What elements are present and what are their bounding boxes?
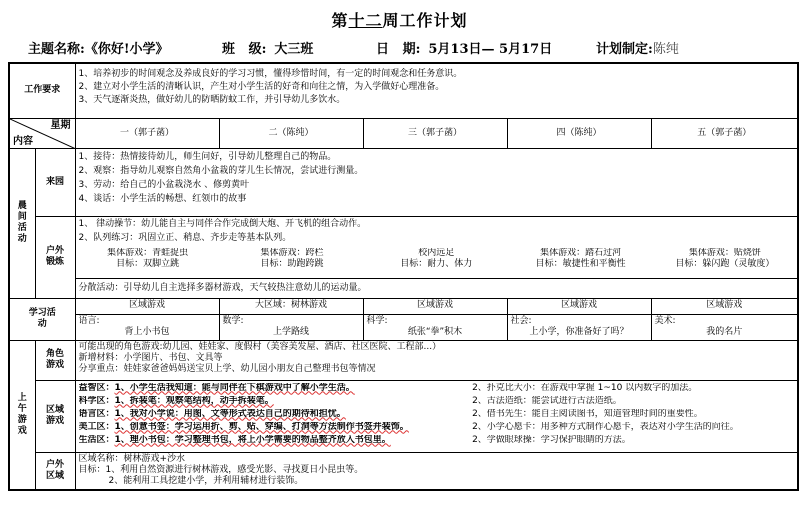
zone-label: 益智区：	[78, 382, 115, 393]
outdoor-game-tue	[220, 248, 364, 270]
class-field	[222, 38, 313, 57]
forenoon-game-label	[9, 340, 35, 490]
area-game-row	[9, 380, 798, 452]
planner-label: 计划制定:	[596, 42, 653, 57]
page-title	[0, 8, 799, 31]
requirement-line: 2、建立对小学生活的清晰认识，产生对小学生活的好奇和向往之情，为入学做好心理准备。	[78, 82, 445, 92]
subject-label: 数学:	[222, 315, 244, 326]
scattered-activity: 分散活动：引导幼儿自主选择多器材游戏，天气较热注意幼儿的运动量。	[75, 278, 798, 298]
zone-text: 1、小学生活我知道：能与同伴在下棋游戏中了解小学生活。	[114, 382, 355, 393]
game-goal: 目标：躲闪跑（灵敏度）	[675, 258, 775, 269]
date-label: 日 期:	[376, 42, 421, 57]
outdoor-exercise-text: 户外锻炼	[45, 246, 64, 267]
arrival-line: 4、谈话：小学生活的畅想、红领巾的故事	[78, 193, 247, 204]
outdoor-area-row	[9, 452, 798, 490]
outdoor-area-line: 区域名称：树林游戏+沙水	[78, 453, 186, 464]
zone-label: 科学区：	[78, 395, 115, 406]
outdoor-area-text: 户外区域	[45, 459, 64, 481]
role-game-label	[35, 340, 75, 380]
subject-label: 科学:	[366, 315, 388, 326]
requirement-line: 3、天气逐渐炎热，做好幼儿的防晒防蚊工作，并引导幼儿多饮水。	[78, 95, 346, 105]
area-game-table	[79, 383, 795, 448]
game-name: 集体游戏：跨栏	[260, 247, 324, 258]
requirements-label: 工作要求	[9, 63, 75, 118]
title-suffix: 周工作计划	[382, 11, 468, 30]
study-type-thu: 区域游戏	[507, 298, 651, 314]
arrival-content	[75, 148, 798, 216]
diagonal-header-cell	[9, 118, 75, 148]
study-subject-thu	[507, 314, 651, 340]
subject-label: 美术:	[654, 315, 676, 326]
role-game-row	[9, 340, 798, 380]
outdoor-area-label	[35, 452, 75, 490]
outdoor-game-wed	[364, 248, 508, 270]
study-subjects-row	[9, 314, 798, 340]
study-activity-text: 学习活动	[28, 308, 56, 329]
subject-label: 社会:	[510, 315, 532, 326]
area-left-item	[79, 383, 473, 396]
area-game-text: 区域游戏	[45, 405, 64, 426]
area-right-item: 2、扑克比大小：在游戏中掌握 1~10 以内数字的加法。	[472, 382, 698, 393]
study-subject-tue	[219, 314, 363, 340]
arrival-line: 2、观察：指导幼儿观察自然角小盆栽的芽儿生长情况，尝试进行测量。	[78, 165, 364, 176]
outdoor-exercise-content	[75, 216, 798, 278]
area-left-item	[79, 396, 473, 409]
morning-activity-label	[9, 148, 35, 298]
outdoor-area-line: 2、能利用工具挖建小学，并利用辅材进行装饰。	[108, 475, 304, 486]
role-line: 分享重点：娃娃家爸爸妈妈送宝贝上学、幼儿园小朋友自己整理书包等情况	[78, 363, 376, 374]
game-name: 校内远足	[418, 247, 455, 258]
day-header-wed: 三（郭子菡）	[363, 118, 507, 148]
theme-field	[28, 38, 169, 57]
day-header-tue: 二（陈纯）	[219, 118, 363, 148]
day-header-fri: 五（郭子菡）	[651, 118, 798, 148]
game-name: 集体游戏：贴烧饼	[688, 247, 761, 258]
title-week-number: 十二	[348, 11, 383, 30]
study-types-row	[9, 298, 798, 314]
subject-content: 上小学，你准备好了吗？	[529, 326, 629, 337]
role-game-text: 角色游戏	[45, 349, 64, 370]
game-name: 集体游戏：踏石过河	[540, 247, 622, 258]
corner-content-label: 内容	[13, 135, 33, 147]
date-field	[376, 38, 552, 57]
study-type-tue: 大区域：树林游戏	[219, 298, 363, 314]
date-value: 5月13日— 5月17日	[428, 42, 553, 57]
planner-field	[596, 38, 679, 57]
requirements-content	[75, 63, 798, 118]
zone-text: 1、我对小学说：用图、文等形式表达自己的期待和担忧。	[114, 408, 346, 419]
area-left-item	[79, 409, 473, 422]
subject-content: 背上小书包	[124, 326, 170, 337]
class-label: 班 级:	[222, 42, 267, 57]
class-value: 大三班	[274, 42, 314, 57]
morning-activity-text: 晨间活动	[17, 201, 27, 244]
role-game-content	[75, 340, 798, 380]
area-right-item: 2、学做眼球操：学习保护眼睛的方法。	[472, 434, 631, 445]
arrival-line: 3、劳动：给自己的小盆栽浇水 、修剪黄叶	[78, 179, 250, 190]
outdoor-exercise-row	[9, 216, 798, 278]
game-goal: 目标：助跑跨跳	[260, 258, 324, 269]
outdoor-games-table	[76, 248, 798, 270]
study-subject-mon	[75, 314, 219, 340]
outdoor-line: 1、 律动操节：幼儿能自主与同伴合作完成倒大炮、开飞机的组合动作。	[78, 218, 367, 229]
study-type-fri: 区域游戏	[651, 298, 798, 314]
zone-text: 1、拆装笔：观察笔结构，动手拆装笔。	[114, 395, 274, 406]
theme-value: 《你好!小学》	[84, 42, 169, 57]
title-prefix: 第	[331, 11, 349, 30]
outdoor-area-line: 目标：1、利用自然资源进行树林游戏，感受光影、寻找夏日小昆虫等。	[78, 464, 364, 475]
scattered-activity-row	[9, 278, 798, 298]
forenoon-game-text: 上午游戏	[17, 392, 27, 436]
requirements-row	[9, 63, 798, 118]
area-left-item	[79, 435, 473, 448]
planner-value: 陈纯	[652, 42, 679, 57]
weekly-plan-table	[8, 62, 799, 491]
game-goal: 目标：敏捷性和平衡性	[535, 258, 626, 269]
day-header-mon: 一（郭子菡）	[75, 118, 219, 148]
zone-label: 语言区：	[78, 408, 115, 419]
area-game-content	[75, 380, 798, 452]
morning-arrival-row	[9, 148, 798, 216]
game-goal: 目标：耐力、体力	[400, 258, 473, 269]
requirement-line: 1、培养初步的时间观念及养成良好的学习习惯，懂得珍惜时间，有一定的时间观念和任务意识。	[78, 69, 463, 79]
game-name: 集体游戏：青蛙捉虫	[107, 247, 189, 258]
study-type-mon: 区域游戏	[75, 298, 219, 314]
subject-content: 上学路线	[273, 326, 310, 337]
area-right-item: 2、小学心愿卡：用多种方式制作心愿卡，表达对小学生活的向往。	[472, 421, 739, 432]
role-line: 可能出现的角色游戏:幼儿园、娃娃家、度假村（美容美发屋、酒店、社区医院、工程部...）	[78, 341, 442, 352]
zone-text: 1、理小书包：学习整理书包，将上小学需要的物品整齐放入书包里。	[114, 434, 391, 445]
zone-label: 生活区：	[78, 434, 115, 445]
study-activity-label	[9, 298, 75, 340]
outdoor-game-mon	[76, 248, 220, 270]
area-right-item: 2、古法造纸：能尝试进行古法造纸。	[472, 395, 622, 406]
zone-text: 1、创意书签：学习运用折、剪、贴、穿编、打洞等方法制作书签并装饰。	[114, 421, 409, 432]
subject-content: 我的名片	[706, 326, 743, 337]
game-goal: 目标：双脚立跳	[116, 258, 180, 269]
arrival-line: 1、接待：热情接待幼儿，师生问好，引导幼儿整理自己的物品。	[78, 151, 337, 162]
outdoor-game-thu	[508, 248, 652, 270]
outdoor-area-content	[75, 452, 798, 490]
study-subject-fri	[651, 314, 798, 340]
corner-weekday-label: 星期	[50, 119, 71, 131]
week-header-row	[9, 118, 798, 148]
area-right-item: 2、借书先生：能自主阅读图书，知道管理时间的重要性。	[472, 408, 703, 419]
outdoor-game-fri	[653, 248, 797, 270]
area-game-label	[35, 380, 75, 452]
day-header-thu: 四（陈纯）	[507, 118, 651, 148]
outdoor-line: 2、队列练习：巩固立正、稍息、齐步走等基本队列。	[78, 232, 292, 243]
zone-label: 美工区：	[78, 421, 115, 432]
study-subject-wed	[363, 314, 507, 340]
outdoor-exercise-label	[35, 216, 75, 298]
subject-label: 语言:	[78, 315, 100, 326]
role-line: 新增材料：小学图片、书包、文具等	[78, 352, 223, 363]
arrival-label: 来园	[35, 148, 75, 216]
theme-label: 主题名称:	[28, 42, 85, 57]
study-type-wed: 区域游戏	[363, 298, 507, 314]
area-left-item	[79, 422, 473, 435]
subject-content: 纸张“拳”积木	[407, 326, 463, 337]
